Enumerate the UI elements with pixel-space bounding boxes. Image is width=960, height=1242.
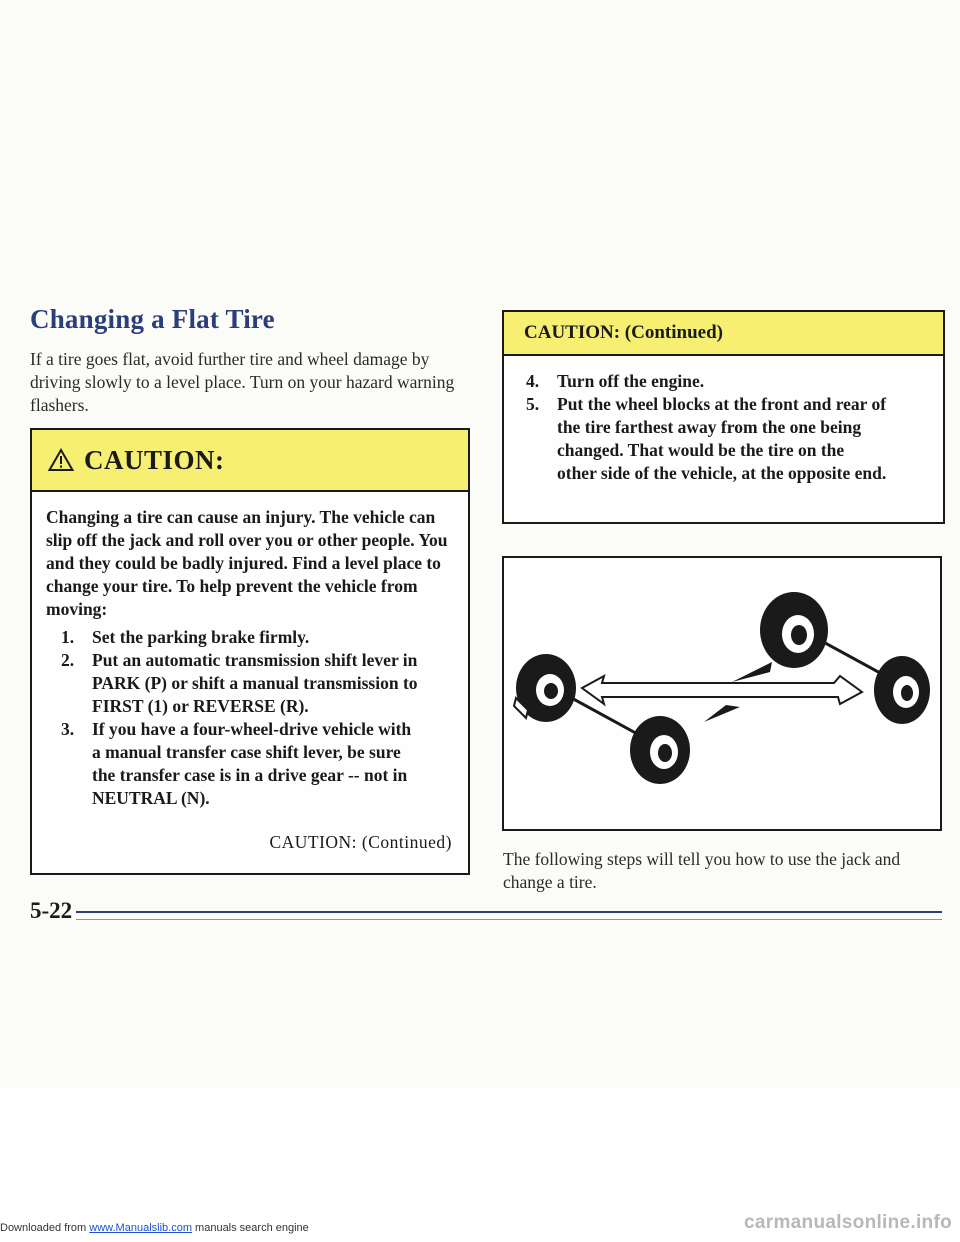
page-title: Changing a Flat Tire	[30, 304, 275, 334]
caution-continued-steps	[526, 370, 929, 485]
warning-triangle-icon	[48, 448, 74, 472]
wheel-block-shape	[704, 705, 740, 722]
step-text: Put an automatic transmission shift lever in PARK (P) or shift a manual transmission to FIRST (1) or REVERSE (R).	[92, 650, 418, 716]
step-number: 5.	[526, 394, 540, 414]
step-number: 3.	[61, 719, 75, 739]
caution-continued-box	[502, 310, 945, 524]
footer-rule-thin	[76, 919, 942, 920]
wheel-diagram-illustration	[504, 558, 940, 829]
caution-steps	[46, 626, 454, 810]
step-text: If you have a four-wheel-drive vehicle with a manual transfer case shift lever, be sure the transfer case is in a drive gear -- not in NEUTRAL (N).	[92, 719, 412, 808]
caution-header	[32, 430, 468, 492]
caution-step	[526, 393, 929, 485]
caution-body	[32, 492, 468, 810]
footer-prefix: Downloaded from	[0, 1222, 87, 1234]
download-footer	[0, 1222, 309, 1234]
watermark: carmanualsonline.info	[744, 1212, 952, 1233]
step-number: 2.	[61, 650, 75, 670]
caution-step	[526, 370, 929, 393]
step-number: 1.	[61, 627, 75, 647]
caution-text: Changing a tire can cause an injury. The vehicle can slip off the jack and roll over you or other people. You and they could be badly injured. Find a level place to change your tire. To help prevent the vehicle from moving:	[46, 507, 448, 619]
step-number: 4.	[526, 371, 540, 391]
tire-shape	[514, 654, 576, 722]
tire-shape	[760, 592, 828, 668]
caution-continued-label: CAUTION: (Continued)	[269, 832, 452, 852]
caution-continued-header	[504, 312, 943, 356]
tire-shape	[874, 656, 930, 724]
intro-paragraph: If a tire goes flat, avoid further tire and wheel damage by driving slowly to a level place. Turn on your hazard warning flashers.	[30, 349, 455, 415]
page-number: 5-22	[30, 898, 73, 923]
manualslib-link[interactable]: www.Manualslib.com	[89, 1222, 192, 1234]
tire-shape	[630, 716, 690, 784]
step-text: Turn off the engine.	[557, 371, 705, 391]
footer-rule	[76, 911, 942, 913]
caution-continued-body	[504, 356, 943, 485]
caution-step	[46, 649, 454, 718]
footer-suffix: manuals search engine	[195, 1222, 309, 1234]
caution-title: CAUTION:	[84, 444, 225, 475]
bottom-paragraph: The following steps will tell you how to use the jack and change a tire.	[503, 849, 901, 892]
step-text: Put the wheel blocks at the front and rear of the tire farthest away from the one being changed. That would be the tire on the other side of the vehicle, at the opposite end.	[557, 394, 887, 483]
caution-step	[46, 626, 454, 649]
wheel-block-diagram	[502, 556, 942, 831]
step-text: Set the parking brake firmly.	[92, 627, 310, 647]
caution-continued-title: CAUTION: (Continued)	[524, 322, 723, 343]
caution-step	[46, 718, 454, 810]
wheel-block-shape	[732, 662, 772, 682]
caution-box	[30, 428, 470, 875]
